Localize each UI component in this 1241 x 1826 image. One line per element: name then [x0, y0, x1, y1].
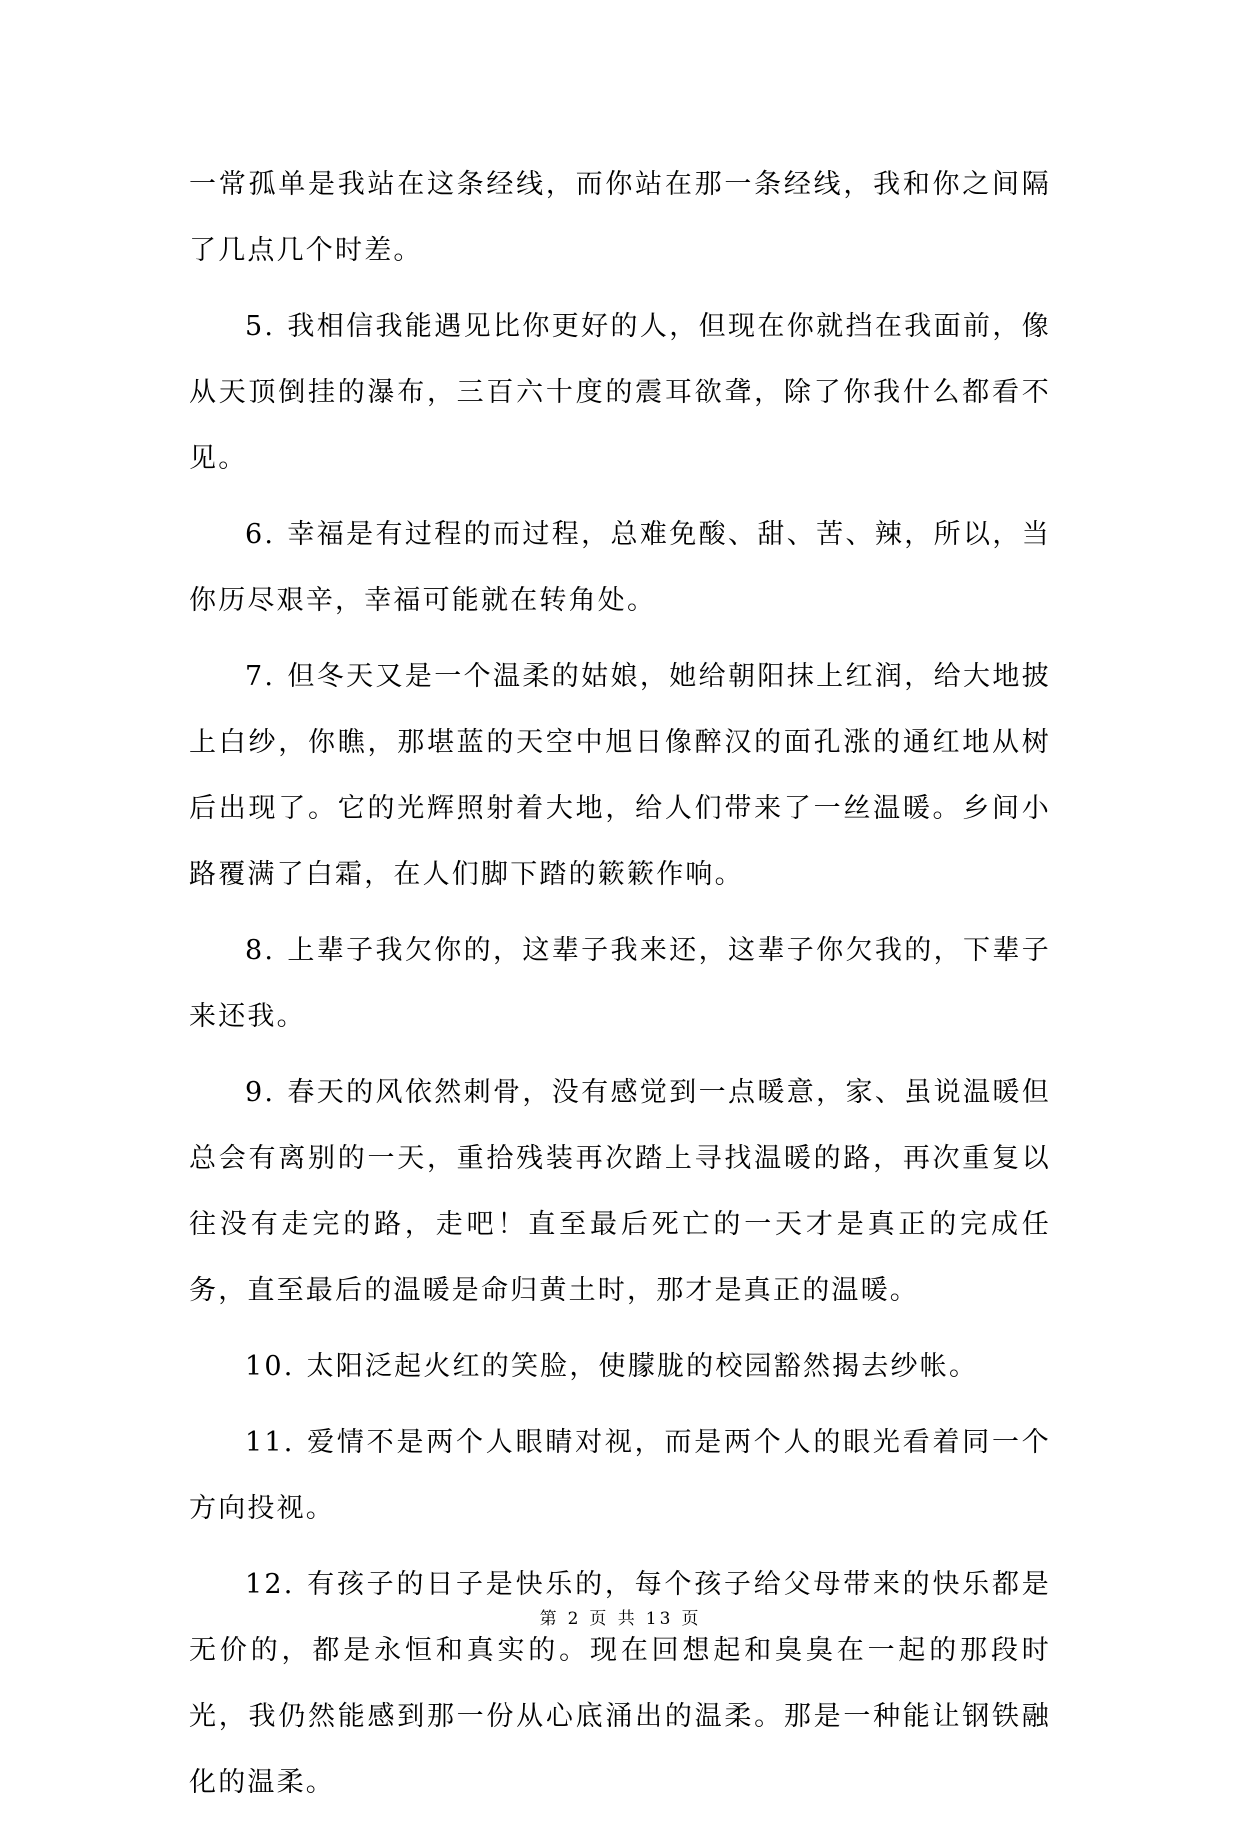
paragraph-number: 6.: [245, 519, 276, 550]
footer-page-number: 2: [567, 1609, 582, 1629]
paragraph-text: 春天的风依然刺骨，没有感觉到一点暖意，家、虽说温暖但总会有离别的一天，重拾残装再次踏上寻找温暖的路，再次重复以往没有走完的路，走吧！直至最后死亡的一天才是真正的完成任务，直至最后的温暖是命归黄土时，那才是真正的温暖。: [189, 1077, 1051, 1306]
paragraph-number: 11.: [245, 1427, 295, 1458]
footer-middle: 页 共: [589, 1609, 638, 1629]
paragraph-12: [189, 1552, 1051, 1816]
document-body: [189, 152, 1051, 1826]
paragraph-number: 12.: [245, 1569, 295, 1600]
paragraph-text: 爱情不是两个人眼睛对视，而是两个人的眼光看着同一个方向投视。: [189, 1427, 1051, 1524]
paragraph-text: 一常孤单是我站在这条经线，而你站在那一条经线，我和你之间隔了几点几个时差。: [189, 169, 1051, 266]
paragraph-6: [189, 502, 1051, 634]
paragraph-number: 10.: [245, 1351, 295, 1382]
paragraph-9: [189, 1060, 1051, 1324]
paragraph-text: 太阳泛起火红的笑脸，使朦胧的校园豁然揭去纱帐。: [306, 1351, 979, 1382]
footer-suffix: 页: [681, 1609, 702, 1629]
paragraph-8: [189, 918, 1051, 1050]
paragraph-5: [189, 294, 1051, 492]
paragraph-text: 有孩子的日子是快乐的，每个孩子给父母带来的快乐都是无价的，都是永恒和真实的。现在回想起和臭臭在一起的那段时光，我仍然能感到那一份从心底涌出的温柔。那是一种能让钢铁融化的温柔。: [189, 1569, 1051, 1798]
footer-total-pages: 13: [645, 1609, 674, 1629]
page-footer: [0, 1604, 1241, 1629]
paragraph-text: 上辈子我欠你的，这辈子我来还，这辈子你欠我的，下辈子来还我。: [189, 935, 1051, 1032]
paragraph-number: 8.: [245, 935, 276, 966]
paragraph-number: 7.: [245, 661, 276, 692]
paragraph-number: 5.: [245, 311, 276, 342]
paragraph-text: 我相信我能遇见比你更好的人，但现在你就挡在我面前，像从天顶倒挂的瀑布，三百六十度的震耳欲聋，除了你我什么都看不见。: [189, 311, 1051, 474]
footer-prefix: 第: [539, 1609, 560, 1629]
paragraph-continued: [189, 152, 1051, 284]
paragraph-11: [189, 1410, 1051, 1542]
paragraph-7: [189, 644, 1051, 908]
paragraph-text: 幸福是有过程的而过程，总难免酸、甜、苦、辣，所以，当你历尽艰辛，幸福可能就在转角处。: [189, 519, 1051, 616]
paragraph-10: [189, 1334, 1051, 1400]
paragraph-number: 9.: [245, 1077, 276, 1108]
paragraph-text: 但冬天又是一个温柔的姑娘，她给朝阳抹上红润，给大地披上白纱，你瞧，那堪蓝的天空中旭日像醉汉的面孔涨的通红地从树后出现了。它的光辉照射着大地，给人们带来了一丝温暖。乡间小路覆满了白霜，在人们脚下踏的簌簌作响。: [189, 661, 1051, 890]
